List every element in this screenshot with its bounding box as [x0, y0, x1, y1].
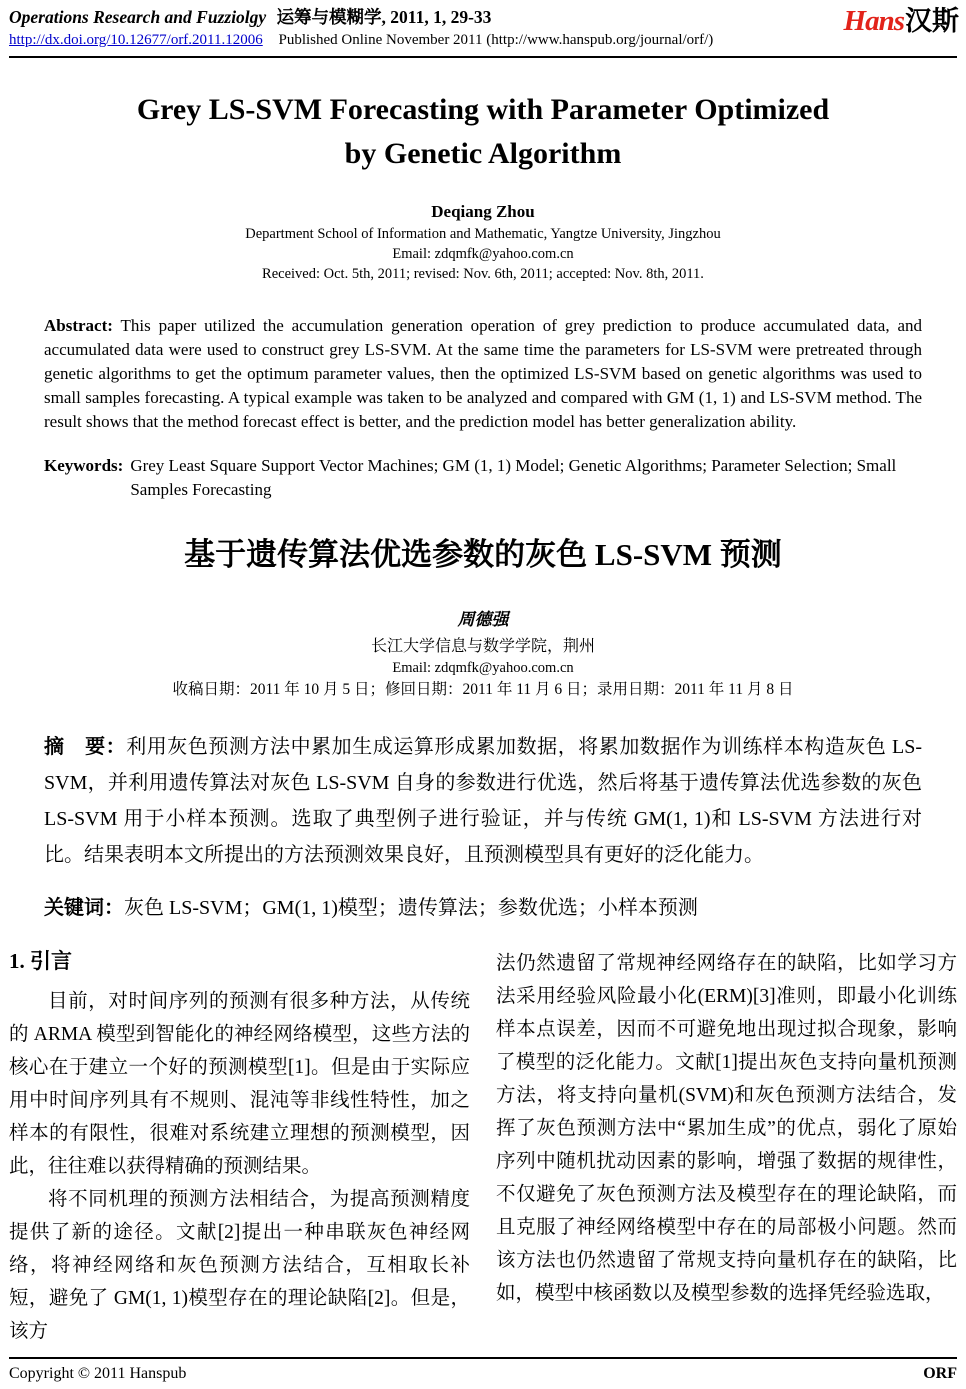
- hanspub-logo: [844, 6, 959, 41]
- paper-title-en: [9, 88, 957, 176]
- paper-title-line1: Grey LS-SVM Forecasting with Parameter Optimized: [136, 93, 830, 126]
- hans-logo-wordmark: Hans: [843, 5, 904, 37]
- paper-title-line2: by Genetic Algorithm: [344, 137, 622, 170]
- keywords-cn: [44, 893, 922, 923]
- body-paragraph: 法仍然遗留了常规神经网络存在的缺陷，比如学习方法采用经验风险最小化(ERM)[3]准则，即最小化训练样本点误差，因而不可避免地出现过拟合现象，影响了模型的泛化能力。文献[1]提出灰色支持向量机预测方法，将支持向量机(SVM)和灰色预测方法结合，发挥了灰色预测方法中“累加生成”的优点，弱化了原始序列中随机扰动因素的影响，增强了数据的规律性，不仅避免了灰色预测方法及模型存在的理论缺陷，而且克服了神经网络模型中存在的局部极小问题。然而该方法也仍然遗留了常规支持向量机存在的缺陷，比如，模型中核函数以及模型参数的选择凭经验选取，: [496, 953, 957, 1304]
- author-block-cn: [9, 608, 957, 701]
- author-affiliation: Department School of Information and Mathematic, Yangtze University, Jingzhou: [245, 226, 721, 242]
- doi-line: [9, 30, 847, 51]
- hans-logo-cn: 汉斯: [905, 6, 959, 36]
- author-email-cn: Email: zdqmfk@yahoo.com.cn: [392, 660, 574, 676]
- keywords-text-cn: 灰色 LS-SVM；GM(1, 1)模型；遗传算法；参数优选；小样本预测: [124, 897, 698, 919]
- abstract-label: Abstract:: [44, 316, 113, 335]
- intro-section: [9, 947, 957, 1348]
- published-online-text: Published Online November 2011 (http://www.hanspub.org/journal/orf/): [278, 32, 714, 48]
- author-block: [9, 200, 957, 284]
- paper-title-cn: 基于遗传算法优选参数的灰色 LS-SVM 预测: [184, 537, 782, 572]
- section-heading-intro: 1. 引言: [9, 949, 72, 973]
- received-dates: Received: Oct. 5th, 2011; revised: Nov. 6th, 2011; accepted: Nov. 8th, 2011.: [262, 266, 704, 282]
- abstract-cn: [44, 729, 922, 873]
- keywords-label-cn: 关键词：: [44, 897, 124, 919]
- footer-row: [9, 1363, 957, 1385]
- header-rule: [9, 56, 957, 58]
- footer-copyright: Copyright © 2011 Hanspub: [9, 1365, 187, 1382]
- keywords-label: Keywords:: [44, 456, 124, 475]
- body-paragraph: 将不同机理的预测方法相结合，为提高预测精度提供了新的途径。文献[2]提出一种串联灰色神经网络，将神经网络和灰色预测方法结合，互相取长补短，避免了 GM(1, 1)模型存在的理论缺陷[2]。但是，该方: [9, 1189, 470, 1342]
- page-footer: [9, 1357, 957, 1385]
- footer-journal-abbr: ORF: [923, 1365, 957, 1382]
- journal-line: [9, 6, 847, 28]
- doi-link[interactable]: http://dx.doi.org/10.12677/orf.2011.12006: [9, 32, 263, 48]
- abstract-label-cn: 摘 要：: [44, 736, 127, 758]
- journal-title-cn: 运筹与模糊学, 2011, 1, 29-33: [276, 7, 492, 27]
- journal-header: [9, 6, 957, 51]
- column-left: [9, 947, 470, 1348]
- keywords-text: Grey Least Square Support Vector Machines; GM (1, 1) Model; Genetic Algorithms; Parameter Selection; Small Samples Forecasting: [130, 456, 897, 499]
- author-affiliation-cn: 长江大学信息与数学学院，荆州: [370, 638, 595, 655]
- received-dates-cn: 收稿日期：2011 年 10 月 5 日；修回日期：2011 年 11 月 6 日；录用日期：2011 年 11 月 8 日: [172, 681, 794, 698]
- abstract-text: This paper utilized the accumulation generation operation of grey prediction to produce accumulated data, and accumulated data were used to construct grey LS-SVM. At the same time the parameters for LS-SVM were pretreated through genetic algorithms to get the optimum parameter values, then the optimized LS-SVM based on genetic algorithms was used to small samples forecasting. A typical example was taken to be analyzed and compared with GM (1, 1) and LS-SVM method. The result shows that the method forecast effect is better, and the prediction model has better generalization ability.: [44, 316, 922, 431]
- journal-title: Operations Research and Fuzziolgy: [9, 7, 267, 27]
- column-right: [496, 947, 957, 1348]
- abstract: [44, 314, 922, 434]
- footer-rule: [9, 1357, 957, 1359]
- abstract-text-cn: 利用灰色预测方法中累加生成运算形成累加数据，将累加数据作为训练样本构造灰色 LS-SVM，并利用遗传算法对灰色 LS-SVM 自身的参数进行优选，然后将基于遗传算法优选参数的灰色 LS-SVM 用于小样本预测。选取了典型例子进行验证，并与传统 GM(1, 1)和 LS-SVM 方法进行对比。结果表明本文所提出的方法预测效果良好，且预测模型具有更好的泛化能力。: [44, 736, 923, 866]
- author-name: Deqiang Zhou: [431, 202, 535, 221]
- author-name-cn: 周德强: [457, 610, 509, 629]
- body-paragraph: 目前，对时间序列的预测有很多种方法，从传统的 ARMA 模型到智能化的神经网络模型，这些方法的核心在于建立一个好的预测模型[1]。但是由于实际应用中时间序列具有不规则、混沌等非线性特性，加之样本的有限性，很难对系统建立理想的预测模型，因此，往往难以获得精确的预测结果。: [9, 991, 470, 1177]
- author-email: Email: zdqmfk@yahoo.com.cn: [392, 246, 574, 262]
- keywords: [44, 454, 922, 502]
